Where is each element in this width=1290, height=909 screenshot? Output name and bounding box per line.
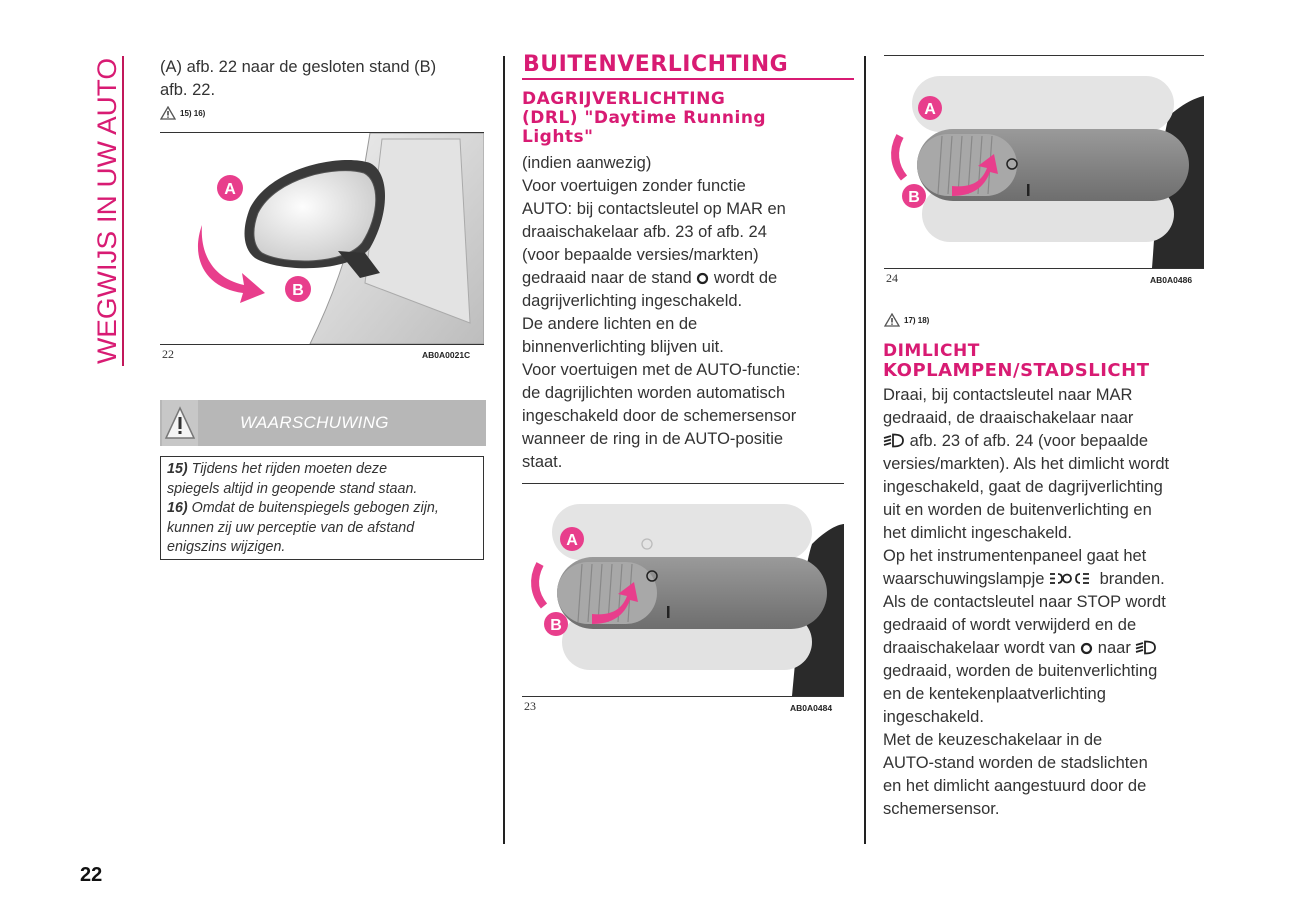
col2-line: ingeschakeld door de schemersensor [522,407,797,425]
section-heading: BUITENVERLICHTING [523,52,789,77]
col2-subheading-l2: (DRL) "Daytime Running [522,108,767,128]
col1-intro-line1: (A) afb. 22 naar de gesloten stand (B) [160,58,437,76]
col3-subheading [883,342,1223,380]
col3-line: gedraaid, de draaischakelaar naar [883,409,1134,427]
warning-triangle-icon [884,313,900,327]
drl-ring-icon [696,272,709,285]
col3-warning-refs-text: 17) 18) [904,315,930,325]
col3-line: gedraaid of wordt verwijderd en de [883,616,1137,634]
figure-23 [522,483,844,697]
col2-line-with-icon [522,267,852,290]
col3-line: en de kentekenplaatverlichting [883,685,1106,703]
position-light-icon [1049,571,1095,586]
col2-line: de dagrijlichten worden automatisch [522,384,786,402]
page-number: 22 [80,864,103,886]
col3-line: Draai, bij contactsleutel naar MAR [883,386,1133,404]
col3-body [883,384,1213,821]
warning-item-15-l1: Tijdens het rijden moeten deze [187,461,388,477]
col2-line: wanneer de ring in de AUTO-positie [522,430,784,448]
figure-22-label-a: A [224,181,236,198]
figure-23-code: AB0A0484 [790,703,833,713]
col3-line-with-icon [883,568,1213,591]
figure-22-number: 22 [162,347,174,361]
warning-box [160,456,484,560]
section-heading-rule [522,78,854,80]
col2-line-a: gedraaid naar de stand [522,269,692,287]
col3-warning-refs [884,313,929,327]
col3-line: ingeschakeld, gaat de dagrijverlichting [883,478,1163,496]
low-beam-icon [883,433,905,448]
col2-body [522,152,852,474]
col2-subheading-l3: Lights" [522,127,594,147]
col3-line: en het dimlicht aangestuurd door de [883,777,1147,795]
col3-line: gedraaid, worden de buitenverlichting [883,662,1158,680]
warning-header [160,400,486,446]
warning-title: WAARSCHUWING [240,413,389,432]
col3-line-b: naar [1097,639,1131,657]
col1-intro [160,56,490,102]
col2-subheading [522,90,852,147]
warning-item-15-num: 15) [167,461,188,477]
col2-line: binnenverlichting blijven uit. [522,338,724,356]
warning-item-15 [167,460,477,480]
figure-23-label-a: A [566,532,578,549]
col3-line-with-icon [883,430,1213,453]
warning-item-16 [167,499,477,519]
col3-line-b: branden. [1099,570,1165,588]
warning-item-16-num: 16) [167,500,188,516]
figure-22-code: AB0A0021C [422,350,471,360]
side-title-rule [122,56,124,366]
warning-triangle-icon [160,106,176,120]
col3-line: AUTO-stand worden de stadslichten [883,754,1148,772]
col2-line: dagrijverlichting ingeschakeld. [522,292,743,310]
warning-item-16-l1: Omdat de buitenspiegels gebogen zijn, [187,500,439,516]
col1-warning-refs [160,106,205,120]
figure-22 [160,132,484,345]
col1-intro-line2: afb. 22. [160,81,216,99]
col3-line-with-icons [883,637,1213,660]
side-title-text: WEGWIJS IN UW AUTO [92,67,122,364]
drl-ring-icon [1080,642,1093,655]
col1-warning-refs-text: 15) 16) [180,108,206,118]
figure-24-code: AB0A0486 [1150,275,1193,285]
warning-item-16-l2: kunnen zij uw perceptie van de afstand [167,519,415,536]
figure-24-number: 24 [886,271,898,285]
figure-24-label-a: A [924,101,936,118]
col3-line: Met de keuzeschakelaar in de [883,731,1103,749]
col2-line: AUTO: bij contactsleutel op MAR en [522,200,786,218]
warning-item-16-l3: enigszins wijzigen. [167,539,286,555]
col2-line: (voor bepaalde versies/markten) [522,246,759,264]
col3-line: schemersensor. [883,800,1000,818]
col3-line: ingeschakeld. [883,708,984,726]
column-divider-2 [864,56,866,844]
col3-line: Als de contactsleutel naar STOP wordt [883,593,1166,611]
col3-line-a: draaischakelaar wordt van [883,639,1076,657]
col2-line: (indien aanwezig) [522,154,652,172]
col2-line: Voor voertuigen zonder functie [522,177,746,195]
col3-line: Op het instrumentenpaneel gaat het [883,547,1147,565]
figure-23-number: 23 [524,699,536,713]
col2-line: staat. [522,453,563,471]
col2-line: De andere lichten en de [522,315,698,333]
col3-line: uit en worden de buitenverlichting en [883,501,1152,519]
col2-line-b: wordt de [713,269,778,287]
column-divider-1 [503,56,505,844]
figure-24 [884,55,1204,269]
figure-24-label-b: B [908,189,920,206]
low-beam-icon [1135,640,1157,655]
side-title [88,56,124,366]
col2-line: Voor voertuigen met de AUTO-functie: [522,361,801,379]
warning-item-15-l2: spiegels altijd in geopende stand staan. [167,480,418,497]
col3-subheading-l1: DIMLICHT [883,341,980,361]
col2-line: draaischakelaar afb. 23 of afb. 24 [522,223,767,241]
col3-line: het dimlicht ingeschakeld. [883,524,1072,542]
figure-23-label-b: B [550,617,562,634]
col3-line-a: afb. 23 of afb. 24 (voor bepaalde [909,432,1149,450]
col3-line: versies/markten). Als het dimlicht wordt [883,455,1170,473]
figure-22-label-b: B [292,282,304,299]
col2-subheading-l1: DAGRIJVERLICHTING [522,89,726,109]
col3-line-a: waarschuwingslampje [883,570,1045,588]
warning-triangle-icon [162,400,198,446]
col3-subheading-l2: KOPLAMPEN/STADSLICHT [883,360,1150,381]
